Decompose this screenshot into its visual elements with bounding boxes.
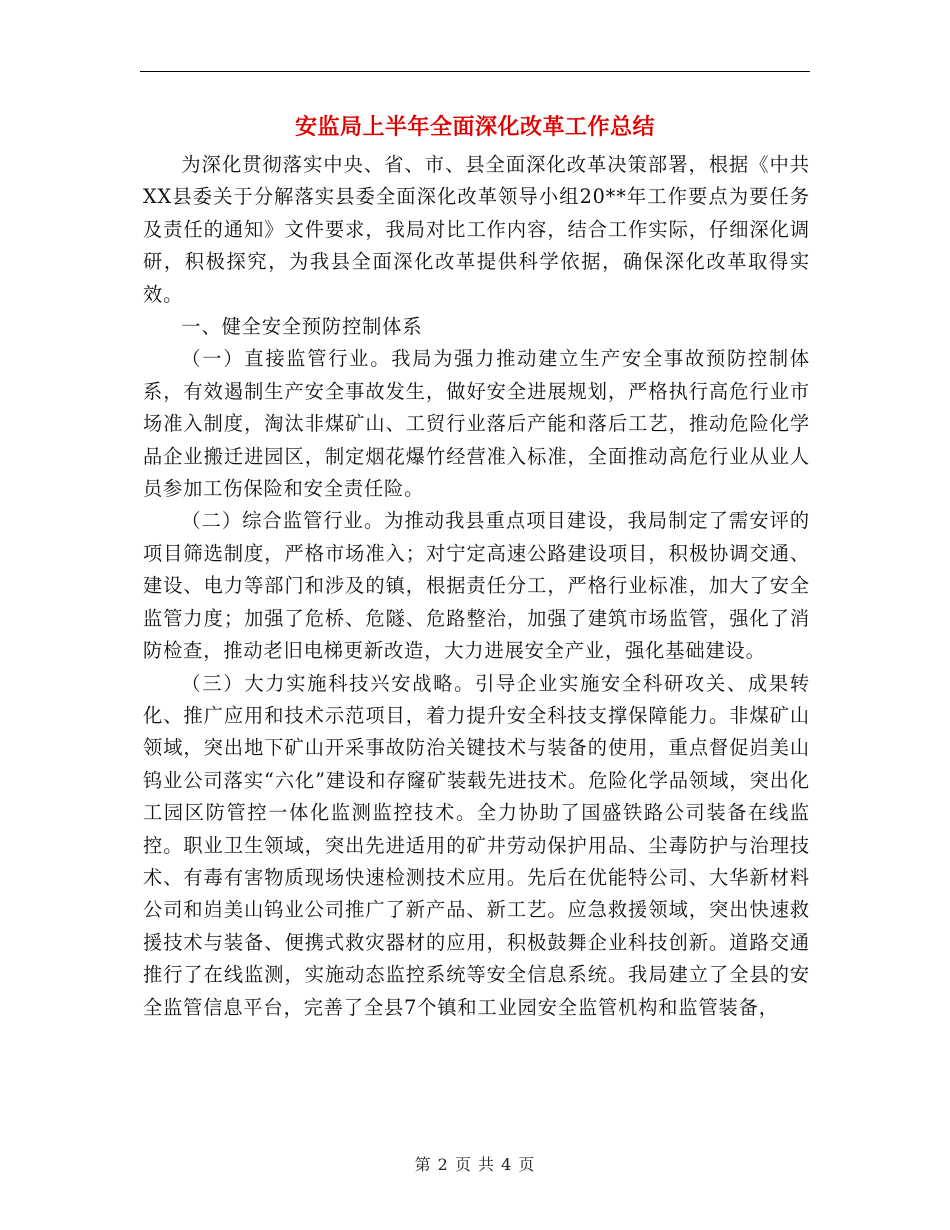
header-rule <box>140 71 810 72</box>
section-heading: 一、健全安全预防控制体系 <box>181 315 423 339</box>
subsection-paragraph-3: （三）大力实施科技兴安战略。引导企业实施安全科研攻关、成果转化、推广应用和技术示范项目，着力提升安全科技支撑保障能力。非煤矿山领域，突出地下矿山开采事故防治关键技术与装备的使用，重点督促岿美山钨业公司落实“六化”建设和存窿矿装载先进技术。危险化学品领域，突出化工园区防管控一体化监测监控技术。全力协助了国盛铁路公司装备在线监控。职业卫生领域，突出先进适用的矿井劳动保护用品、尘毒防护与治理技术、有毒有害物质现场快速检测技术应用。先后在优能特公司、大华新材料公司和岿美山钨业公司推广了新产品、新工艺。应急救援领域，突出快速救援技术与装备、便携式救灾器材的应用，积极鼓舞企业科技创新。道路交通推行了在线监测，实施动态监控系统等安全信息系统。我局建立了全县的安全监管信息平台，完善了全县7个镇和工业园安全监管机构和监管装备， <box>143 671 810 1019</box>
page-footer: 第 2 页 共 4 页 <box>414 1155 536 1174</box>
document-body <box>143 149 810 1024</box>
subsection-paragraph-1: （一）直接监管行业。我局为强力推动建立生产安全事故预防控制体系，有效遏制生产安全事故发生，做好安全进展规划，严格执行高危行业市场准入制度，淘汰非煤矿山、工贸行业落后产能和落后工艺，推动危险化学品企业搬迁进园区，制定烟花爆竹经营准入标准，全面推动高危行业从业人员参加工伤保险和安全责任险。 <box>143 347 810 501</box>
intro-paragraph: 为深化贯彻落实中央、省、市、县全面深化改革决策部署，根据《中共XX县委关于分解落实县委全面深化改革领导小组20**年工作要点为要任务及责任的通知》文件要求，我局对比工作内容，结合工作实际，仔细深化调研，积极探究，为我县全面深化改革提供科学依据，确保深化改革取得实效。 <box>143 153 810 306</box>
document-title: 安监局上半年全面深化改革工作总结 <box>294 115 655 140</box>
subsection-paragraph-2: （二）综合监管行业。为推动我县重点项目建设，我局制定了需安评的项目筛选制度，严格市场准入；对宁定高速公路建设项目，积极协调交通、建设、电力等部门和涉及的镇，根据责任分工，严格行业标准，加大了安全监管力度；加强了危桥、危隧、危路整治，加强了建筑市场监管，强化了消防检查，推动老旧电梯更新改造，大力进展安全产业，强化基础建设。 <box>143 509 810 663</box>
